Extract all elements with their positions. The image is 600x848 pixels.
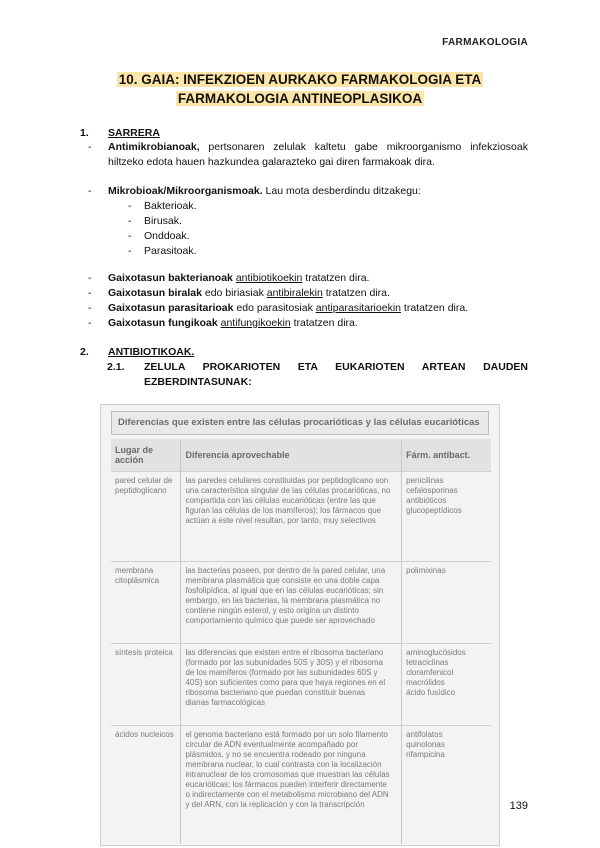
cell-text-line: 40S) son suficientes como para que haya regiones en el xyxy=(185,678,386,687)
cell-text-line: comportamiento químico que puede ser aprovechado xyxy=(185,616,375,625)
cell-text-line: penicilinas xyxy=(406,476,444,485)
cell-text-line: membrana xyxy=(115,566,154,575)
antimicrobial-term: Antimikrobianoak, xyxy=(108,141,200,153)
bullet-dash: - xyxy=(88,185,92,197)
cell-text-line: pared celular de xyxy=(115,476,173,485)
cell-drugs xyxy=(402,472,491,562)
disease-item: - Gaixotasun biralak edo biriasiak antibiralekin tratatzen dira. xyxy=(88,287,390,299)
cell-text-line: embargo, en las bacterias, la membrana plasmática no xyxy=(185,596,381,605)
microbes-text: Lau mota desberdindu ditzakegu: xyxy=(262,185,421,197)
comparison-table xyxy=(111,439,491,844)
cell-text-line: polimixinas xyxy=(406,566,446,575)
table-row xyxy=(111,644,491,726)
bullet-dash: - xyxy=(88,141,92,153)
section-2-heading xyxy=(80,346,194,358)
cell-drugs xyxy=(402,644,491,726)
page-title xyxy=(0,70,600,108)
table-header-row xyxy=(111,439,491,472)
cell-place xyxy=(111,726,181,844)
section-2-name: ANTIBIOTIKOAK. xyxy=(108,346,195,358)
cell-text-line: compartida con las células eucarióticas (entre las que xyxy=(185,496,376,505)
cell-text-line: ácidos nucleicos xyxy=(115,730,174,739)
column-header: Fárm. antibact. xyxy=(402,439,491,472)
subsection-title-line-2: EZBERDINTASUNAK: xyxy=(144,376,252,388)
disease-item: - Gaixotasun fungikoak antifungikoekin tratatzen dira. xyxy=(88,317,358,329)
cell-text-line: membrana plasmática que consiste en una doble capa xyxy=(185,576,380,585)
cell-text-line: peptidoglicano xyxy=(115,486,167,495)
cell-text-line: macrólidos xyxy=(406,678,445,687)
cell-text-line: cloramfenicol xyxy=(406,668,454,677)
cell-text-line: eucarióticas; los fármacos pueden interferir directamente xyxy=(185,780,387,789)
cell-text-line: ribosoma bacteriano que puedan constituir buenas xyxy=(185,688,366,697)
cell-difference xyxy=(181,562,402,644)
section-2-number: 2. xyxy=(80,346,89,358)
cell-text-line: actúan a este nivel resultan, por tanto, muy selectivos xyxy=(185,516,376,525)
cell-text-line: circular de ADN eventualmente acompañado por xyxy=(185,740,358,749)
page-number: 139 xyxy=(509,800,528,812)
disease-item: - Gaixotasun bakterianoak antibiotikoekin tratatzen dira. xyxy=(88,272,370,284)
table-row xyxy=(111,726,491,844)
cell-text-line: dianas farmacológicas xyxy=(185,698,266,707)
cell-difference xyxy=(181,472,402,562)
cell-place xyxy=(111,472,181,562)
subsection-number: 2.1. xyxy=(107,361,125,373)
cell-text-line: antifolatos xyxy=(406,730,443,739)
cell-text-line: rifampicina xyxy=(406,750,445,759)
microbes-paragraph xyxy=(88,184,528,199)
cell-text-line: cefalosporinas xyxy=(406,486,458,495)
cell-text-line: membrana nuclear, lo cual contrasta con la localización xyxy=(185,760,382,769)
cell-text-line: (formado por las subunidades 50S y 30S) y el ribosoma xyxy=(185,658,383,667)
cell-text-line: las diferencias que existen entre el ribosoma bacteriano xyxy=(185,648,384,657)
cell-text-line: antibióticos xyxy=(406,496,447,505)
microbe-list-item: - Parasitoak. xyxy=(128,245,197,257)
antimicrobial-text: pertsonaren zelulak kaltetu gabe mikroorganismo infekziosoak hiltzeko edota hauen hazkundea galarazteko gai diren farmakoak dira. xyxy=(108,141,528,168)
table-title: Diferencias que existen entre las células procarióticas y las células eucarióticas xyxy=(111,411,489,435)
cell-text-line: las paredes celulares constituidas por peptidoglicano son xyxy=(185,476,389,485)
table-row xyxy=(111,472,491,562)
cell-text-line: contiene ningún esterol, y esto origina un distinto xyxy=(185,606,359,615)
cell-text-line: tetraciclinas xyxy=(406,658,449,667)
microbe-list-item: - Onddoak. xyxy=(128,230,190,242)
section-1-number: 1. xyxy=(80,127,89,139)
cell-place xyxy=(111,562,181,644)
cell-drugs xyxy=(402,562,491,644)
cell-text-line: una característica singular de las células procarióticas, no xyxy=(185,486,391,495)
cell-text-line: citoplásmica xyxy=(115,576,160,585)
cell-text-line: ácido fusídico xyxy=(406,688,456,697)
cell-text-line: síntesis proteica xyxy=(115,648,173,657)
microbe-list-item: - Bakterioak. xyxy=(128,200,197,212)
section-1-heading xyxy=(80,127,160,139)
cell-text-line: el genoma bacteriano está formado por un solo filamento xyxy=(185,730,388,739)
cell-text-line: o indirectamente con el metabolismo microbiano del ADN xyxy=(185,790,389,799)
subsection-2-1-heading xyxy=(107,360,528,390)
scanned-comparison-table xyxy=(100,404,500,846)
cell-difference xyxy=(181,726,402,844)
running-header: FARMAKOLOGIA xyxy=(442,37,528,48)
column-header: Lugar de acción xyxy=(111,439,181,472)
cell-place xyxy=(111,644,181,726)
microbe-list-item: - Birusak. xyxy=(128,215,182,227)
column-header: Diferencia aprovechable xyxy=(181,439,402,472)
disease-item: - Gaixotasun parasitarioak edo parasitosiak antiparasitarioekin tratatzen dira. xyxy=(88,302,469,314)
title-line-2: FARMAKOLOGIA ANTINEOPLASIKOA xyxy=(177,91,423,106)
cell-text-line: figuran las células de los mamíferos); los fármacos que xyxy=(185,506,382,515)
antimicrobial-paragraph xyxy=(88,140,528,170)
cell-text-line: las bacterias poseen, por dentro de la pared celular, una xyxy=(185,566,386,575)
cell-text-line: y del ARN, con la replicación y con la transcripción xyxy=(185,800,365,809)
section-1-name: SARRERA xyxy=(108,127,160,139)
cell-drugs xyxy=(402,726,491,844)
cell-text-line: de los mamíferos (formado por las subunidades 60S y xyxy=(185,668,378,677)
cell-text-line: quinolonas xyxy=(406,740,445,749)
title-line-1: 10. GAIA: INFEKZIOEN AURKAKO FARMAKOLOGIA ETA xyxy=(118,72,482,87)
cell-difference xyxy=(181,644,402,726)
table-row xyxy=(111,562,491,644)
subsection-title-line-1: ZELULA PROKARIOTEN ETA EUKARIOTEN ARTEAN DAUDEN xyxy=(144,361,528,373)
cell-text-line: glucopeptídicos xyxy=(406,506,462,515)
microbes-term: Mikrobioak/Mikroorganismoak. xyxy=(108,185,263,197)
cell-text-line: aminoglucósidos xyxy=(406,648,466,657)
cell-text-line: fosfolipídica, al igual que en las células eucarióticas; sin xyxy=(185,586,384,595)
cell-text-line: intranuclear de los cromosomas que muestran las células xyxy=(185,770,390,779)
cell-text-line: plásmidos, y no se encuentra rodeado por ninguna xyxy=(185,750,366,759)
